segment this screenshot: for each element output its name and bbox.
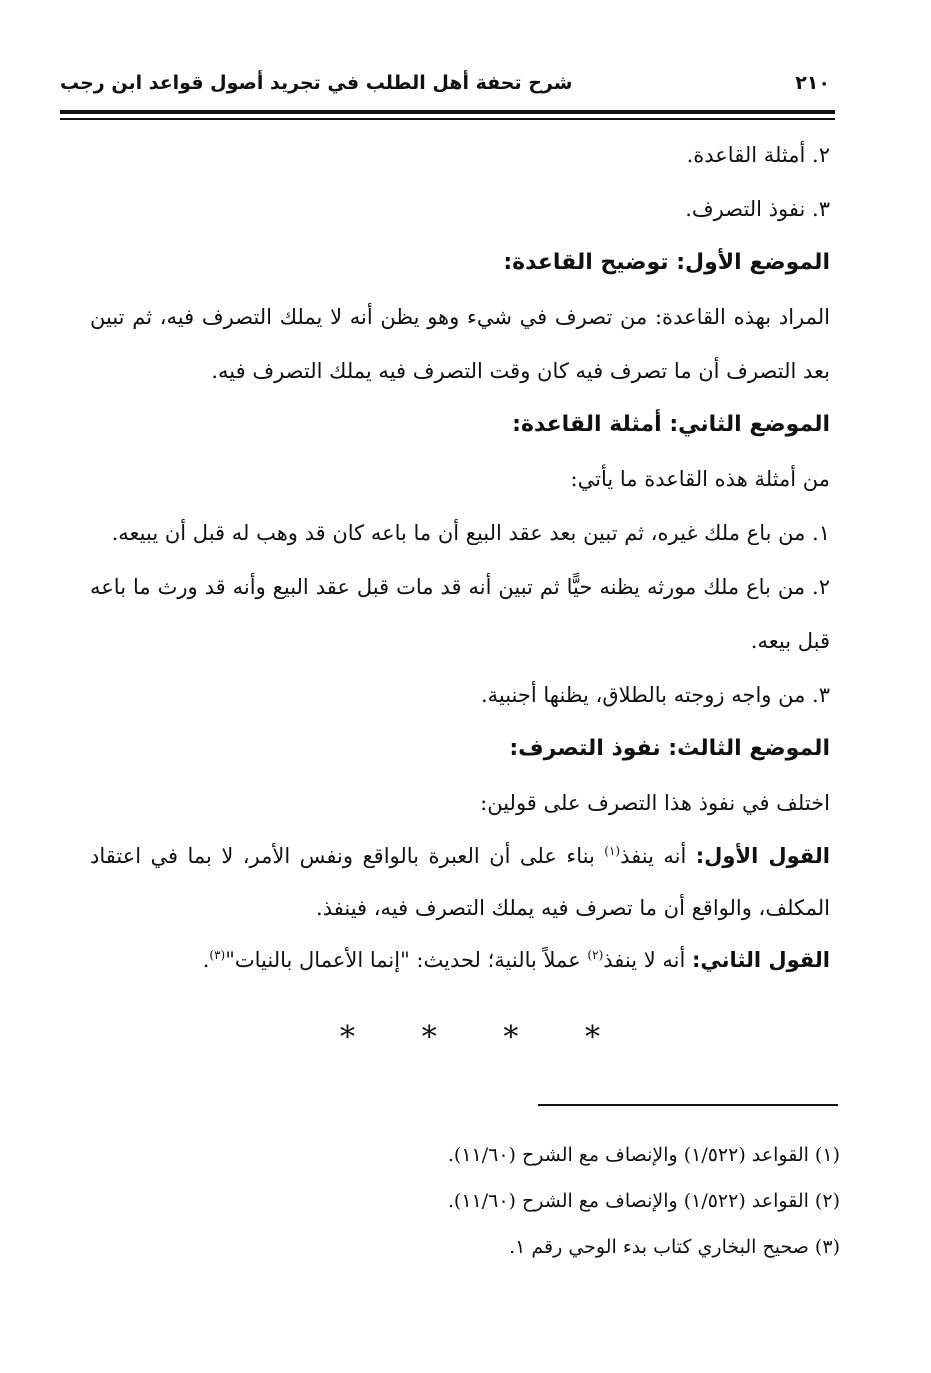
footnote-ref[interactable]: (١) [604,844,621,858]
footnote: (١) القواعد (١/٥٢٢) والإنصاف مع الشرح (١١/٦٠). [447,1144,840,1166]
opinion-label: القول الثاني: [692,948,830,972]
example-item: ٢. من باع ملك مورثه يظنه حيًّا ثم تبين أنه قد مات قبل عقد البيع وأنه قد ورث ما باعه قبل بيعه. [90,575,830,653]
paragraph: من أمثلة هذه القاعدة ما يأتي: [570,467,830,491]
opinion-text: عملاً بالنية؛ لحديث: "إنما الأعمال بالنيات" [225,948,581,972]
opinion-end: . [202,948,210,972]
footnotes [300,1132,840,1270]
section-heading: الموضع الثالث: نفوذ التصرف: [509,736,830,761]
section-heading: الموضع الأول: توضيح القاعدة: [503,250,830,275]
opinion-second [90,934,830,986]
opinion-label: القول الأول: [695,844,830,868]
header-rule-thick [60,110,835,114]
section-heading: الموضع الثاني: أمثلة القاعدة: [512,412,830,437]
page-number: ٢١٠ [795,72,830,94]
separator-star: * [503,1020,519,1055]
footnote-rule [538,1104,838,1106]
list-item: ٣. نفوذ التصرف. [685,197,830,221]
separator-star: * [585,1020,600,1055]
list-item: ٢. أمثلة القاعدة. [686,143,830,167]
section-separator [340,1020,600,1060]
header-rule-thin [60,118,835,120]
opinion-text: بناء على أن العبرة بالواقع ونفس الأمر، لا بما في اعتقاد المكلف، والواقع أن ما تصرف فيه يملك التصرف فيه، فينفذ. [90,844,830,920]
example-item: ٣. من واجه زوجته بالطلاق، يظنها أجنبية. [480,683,830,707]
example-item: ١. من باع ملك غيره، ثم تبين بعد عقد البيع أن ما باعه كان قد وهب له قبل أن يبيعه. [111,521,830,545]
paragraph: اختلف في نفوذ هذا التصرف على قولين: [480,791,830,815]
footnote-ref[interactable]: (٢) [587,948,604,962]
footnote-ref[interactable]: (٣) [209,948,226,962]
main-text [90,128,830,986]
separator-star: * [340,1020,356,1055]
running-title: شرح تحفة أهل الطلب في تجريد أصول قواعد ابن رجب [60,72,573,94]
separator-star: * [421,1020,437,1055]
running-header [60,72,830,112]
footnote: (٣) صحيح البخاري كتاب بدء الوحي رقم ١. [509,1236,840,1258]
opinion-text: أنه ينفذ [620,844,687,868]
opinion-text: أنه لا ينفذ [603,948,686,972]
paragraph: المراد بهذه القاعدة: من تصرف في شيء وهو يظن أنه لا يملك التصرف فيه، ثم تبين بعد التصرف أن ما تصرف فيه كان وقت التصرف فيه يملك التصرف فيه. [90,305,830,383]
opinion-first [90,830,830,934]
footnote: (٢) القواعد (١/٥٢٢) والإنصاف مع الشرح (١١/٦٠). [447,1190,840,1212]
